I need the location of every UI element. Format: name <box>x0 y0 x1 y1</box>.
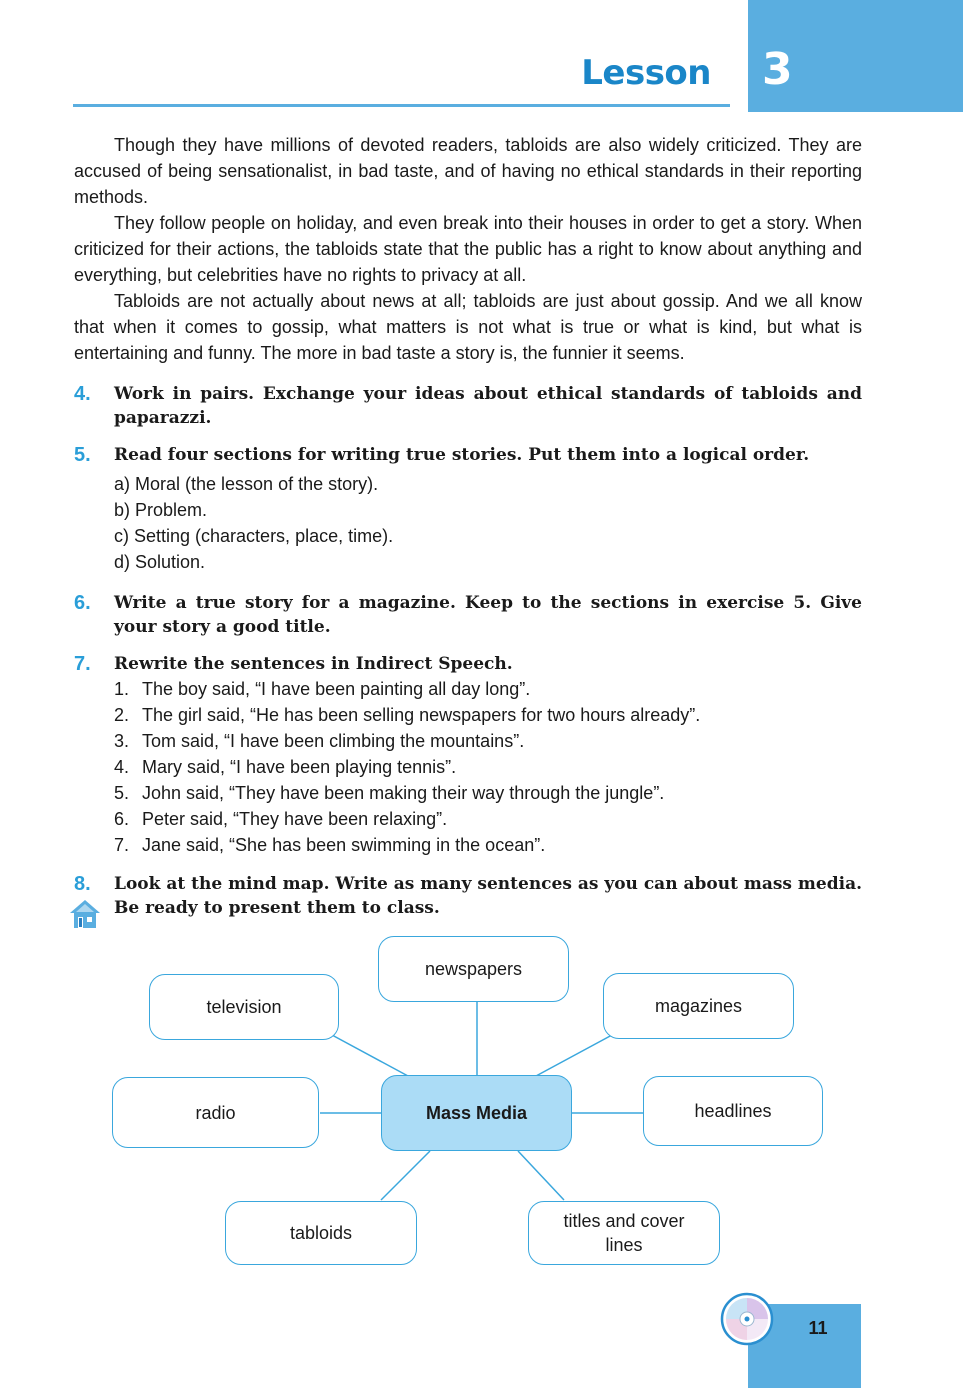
section-list <box>114 471 862 575</box>
node-label: newspapers <box>424 959 523 979</box>
cd-icon <box>720 1292 774 1346</box>
list-item <box>114 754 862 780</box>
exercise-6 <box>74 591 862 639</box>
item-text: Tom said, “I have been climbing the mountains”. <box>142 731 525 751</box>
exercise-8 <box>74 872 862 920</box>
exercise-task: Read four sections for writing true stories. Put them into a logical order. <box>114 445 810 465</box>
node-label: magazines <box>654 996 743 1016</box>
node-headlines <box>643 1076 823 1146</box>
item-text: The girl said, “He has been selling newspapers for two hours already”. <box>142 705 701 725</box>
node-titles-and-cover-lines <box>528 1201 720 1265</box>
list-item: b) Problem. <box>114 500 208 520</box>
exercise-number: 6. <box>74 592 91 614</box>
list-item <box>114 780 862 806</box>
item-text: Jane said, “She has been swimming in the ocean”. <box>142 835 546 855</box>
node-label: television <box>206 997 282 1017</box>
item-number: 5. <box>114 783 130 803</box>
exercise-5 <box>74 443 862 575</box>
paragraph: They follow people on holiday, and even break into their houses in order to get a story. When criticized for their actions, the tabloids state that the public has a right to know about anything and everything, but celebrities have no rights to privacy at all. <box>74 213 862 285</box>
item-number: 3. <box>114 731 130 751</box>
paragraph: Though they have millions of devoted readers, tabloids are also widely criticized. They are accused of being sensationalist, in bad taste, and of having no ethical standards in their reporting methods. <box>74 135 862 207</box>
list-item <box>114 806 862 832</box>
sentence-list <box>114 676 862 858</box>
exercise-number: 8. <box>74 873 91 895</box>
item-number: 7. <box>114 835 130 855</box>
exercise-7 <box>74 652 862 858</box>
node-radio <box>112 1077 319 1148</box>
home-icon <box>68 898 102 930</box>
list-item: d) Solution. <box>114 552 206 572</box>
item-number: 1. <box>114 679 130 699</box>
mind-map <box>0 930 963 1280</box>
lesson-title: Lesson <box>581 53 711 93</box>
list-item <box>114 832 862 858</box>
node-newspapers <box>378 936 569 1002</box>
node-label: Mass Media <box>425 1103 528 1123</box>
exercise-number: 5. <box>74 444 91 466</box>
node-label: radio <box>195 1102 236 1123</box>
item-number: 6. <box>114 809 130 829</box>
node-label: tabloids <box>289 1223 353 1243</box>
item-text: Mary said, “I have been playing tennis”. <box>142 757 457 777</box>
node-television <box>149 974 339 1040</box>
item-number: 2. <box>114 705 130 725</box>
list-item: c) Setting (characters, place, time). <box>114 526 394 546</box>
exercise-4 <box>74 382 862 430</box>
exercise-number: 7. <box>74 653 91 675</box>
exercise-task: Work in pairs. Exchange your ideas about ethical standards of tabloids and paparazzi. <box>114 384 862 428</box>
reading-passage <box>74 132 862 366</box>
node-label: headlines <box>694 1101 772 1121</box>
node-label: lines <box>605 1235 643 1255</box>
item-number: 4. <box>114 757 130 777</box>
node-label: titles and cover <box>563 1211 685 1231</box>
exercise-task: Write a true story for a magazine. Keep to the sections in exercise 5. Give your story a good title. <box>114 593 862 637</box>
item-text: Peter said, “They have been relaxing”. <box>142 809 448 829</box>
lesson-number: 3 <box>762 44 793 95</box>
exercise-task: Look at the mind map. Write as many sentences as you can about mass media. Be ready to present them to class. <box>114 874 862 918</box>
node-magazines <box>603 973 794 1039</box>
exercise-number: 4. <box>74 383 91 405</box>
list-item <box>114 702 862 728</box>
list-item <box>114 728 862 754</box>
node-tabloids <box>225 1201 417 1265</box>
item-text: The boy said, “I have been painting all day long”. <box>142 679 531 699</box>
list-item <box>114 676 862 702</box>
paragraph: Tabloids are not actually about news at all; tabloids are just about gossip. And we all know that when it comes to gossip, what matters is not what is true or what is kind, but what is entertaining and funny. The more in bad taste a story is, the funnier it seems. <box>74 291 862 363</box>
header-rule <box>73 104 730 107</box>
exercise-task: Rewrite the sentences in Indirect Speech. <box>114 654 513 674</box>
list-item: a) Moral (the lesson of the story). <box>114 474 379 494</box>
node-mass-media <box>381 1075 572 1151</box>
item-text: John said, “They have been making their way through the jungle”. <box>142 783 665 803</box>
page-number: 11 <box>808 1318 828 1338</box>
